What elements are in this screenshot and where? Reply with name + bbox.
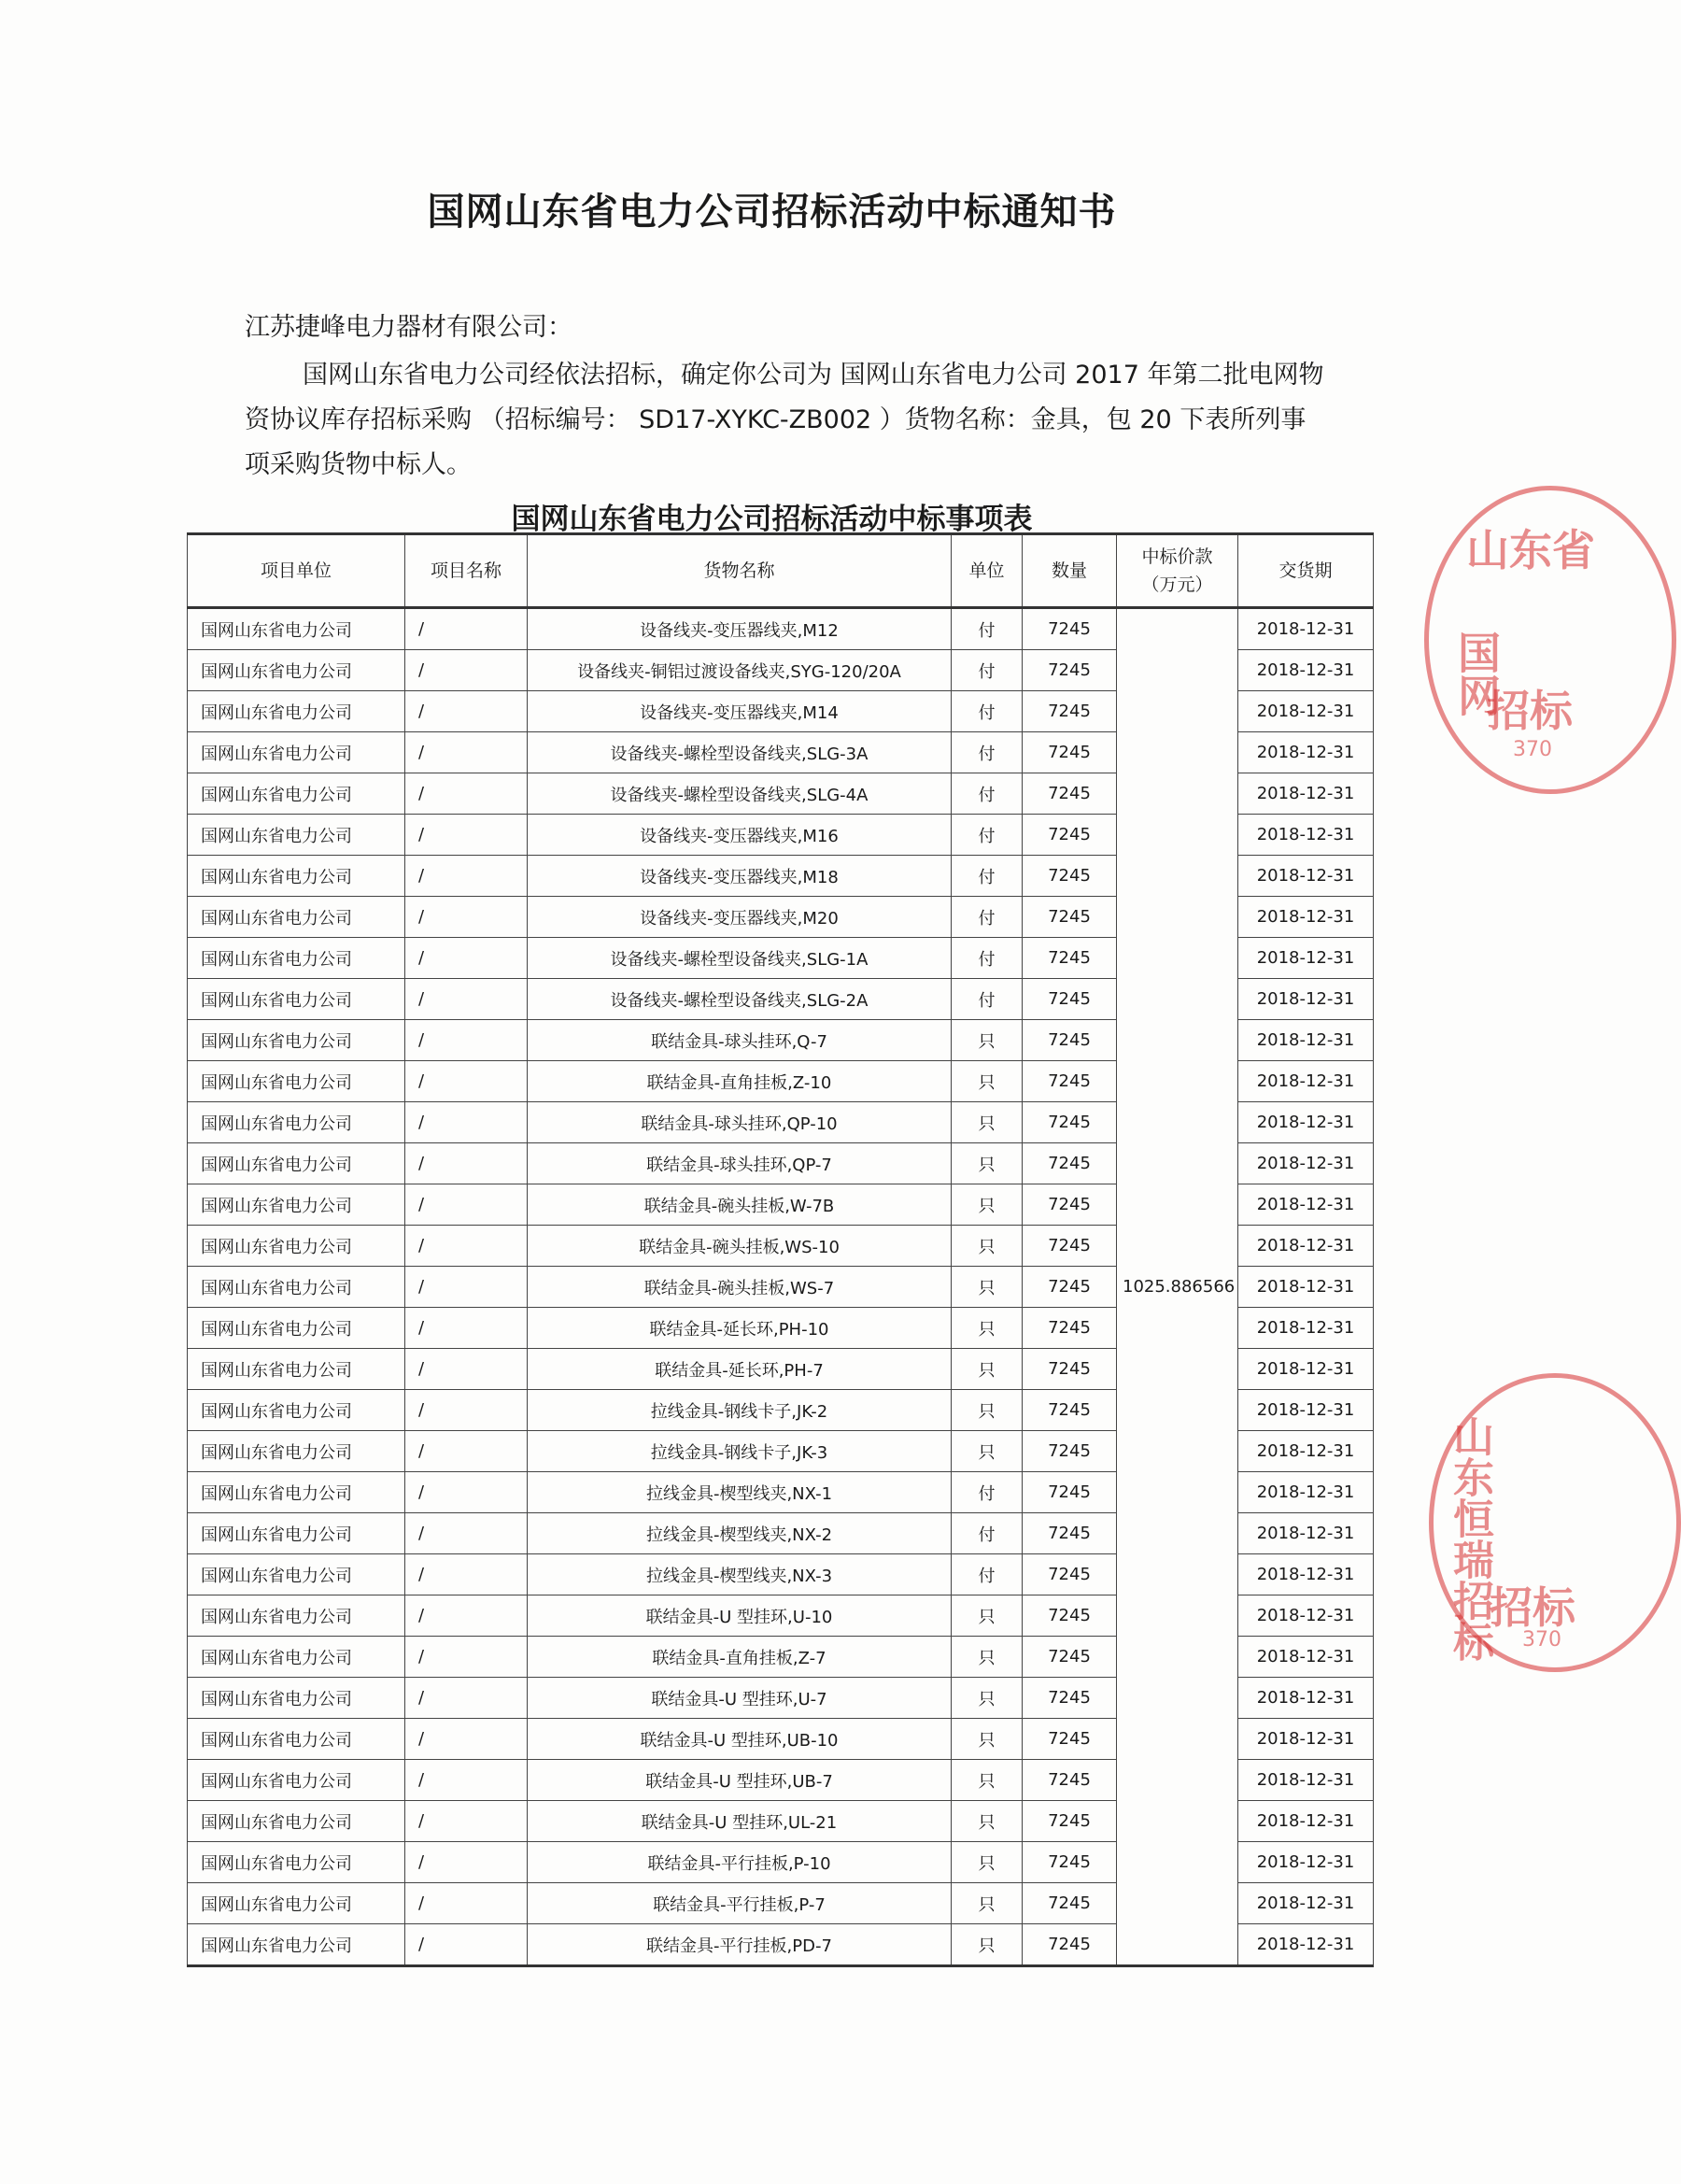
- cell-delivery-date: 2018-12-31: [1238, 856, 1374, 897]
- cell-project-unit: 国网山东省电力公司: [188, 1308, 405, 1349]
- cell-quantity: 7245: [1023, 773, 1117, 815]
- cell-project-name: /: [405, 1595, 528, 1637]
- cell-project-name: /: [405, 1678, 528, 1719]
- cell-project-unit: 国网山东省电力公司: [188, 1719, 405, 1760]
- cell-project-unit: 国网山东省电力公司: [188, 856, 405, 897]
- cell-project-name: /: [405, 1143, 528, 1184]
- cell-quantity: 7245: [1023, 732, 1117, 773]
- cell-project-unit: 国网山东省电力公司: [188, 815, 405, 856]
- cell-project-unit: 国网山东省电力公司: [188, 1390, 405, 1431]
- cell-project-name: /: [405, 938, 528, 979]
- cell-goods-name: 联结金具-球头挂环,QP-10: [528, 1102, 952, 1143]
- cell-project-name: /: [405, 691, 528, 732]
- cell-project-name: /: [405, 1390, 528, 1431]
- header-goods: 货物名称: [528, 534, 952, 608]
- cell-uom: 只: [952, 1184, 1023, 1226]
- header-price-line1: 中标价款: [1141, 546, 1213, 567]
- cell-goods-name: 联结金具-碗头挂板,WS-7: [528, 1267, 952, 1308]
- cell-goods-name: 设备线夹-变压器线夹,M12: [528, 608, 952, 650]
- cell-delivery-date: 2018-12-31: [1238, 1308, 1374, 1349]
- cell-project-name: /: [405, 1267, 528, 1308]
- cell-project-unit: 国网山东省电力公司: [188, 1883, 405, 1924]
- cell-project-unit: 国网山东省电力公司: [188, 938, 405, 979]
- cell-project-name: /: [405, 856, 528, 897]
- cell-quantity: 7245: [1023, 1883, 1117, 1924]
- cell-goods-name: 设备线夹-变压器线夹,M16: [528, 815, 952, 856]
- cell-quantity: 7245: [1023, 1513, 1117, 1554]
- cell-project-name: /: [405, 1472, 528, 1513]
- cell-quantity: 7245: [1023, 1554, 1117, 1595]
- table-header-row: [188, 534, 1374, 608]
- table-title: 国网山东省电力公司招标活动中标事项表: [511, 503, 1033, 536]
- cell-quantity: 7245: [1023, 856, 1117, 897]
- cell-project-name: /: [405, 815, 528, 856]
- cell-goods-name: 拉线金具-楔型线夹,NX-3: [528, 1554, 952, 1595]
- cell-delivery-date: 2018-12-31: [1238, 1267, 1374, 1308]
- cell-project-unit: 国网山东省电力公司: [188, 1801, 405, 1842]
- cell-goods-name: 联结金具-直角挂板,Z-10: [528, 1061, 952, 1102]
- cell-project-unit: 国网山东省电力公司: [188, 1020, 405, 1061]
- cell-delivery-date: 2018-12-31: [1238, 1678, 1374, 1719]
- cell-delivery-date: 2018-12-31: [1238, 1842, 1374, 1883]
- cell-uom: 只: [952, 1678, 1023, 1719]
- cell-quantity: 7245: [1023, 1760, 1117, 1801]
- cell-quantity: 7245: [1023, 938, 1117, 979]
- addressee: 江苏捷峰电力器材有限公司：: [245, 313, 572, 342]
- header-price: [1117, 534, 1238, 608]
- cell-uom: 只: [952, 1349, 1023, 1390]
- cell-uom: 只: [952, 1267, 1023, 1308]
- cell-uom: 只: [952, 1061, 1023, 1102]
- cell-quantity: 7245: [1023, 1801, 1117, 1842]
- seal-stamp: [1429, 1373, 1681, 1672]
- cell-quantity: 7245: [1023, 1719, 1117, 1760]
- stamp-text: 招标: [1490, 1582, 1575, 1633]
- cell-goods-name: 设备线夹-螺栓型设备线夹,SLG-3A: [528, 732, 952, 773]
- cell-project-unit: 国网山东省电力公司: [188, 1431, 405, 1472]
- cell-uom: 付: [952, 773, 1023, 815]
- cell-goods-name: 设备线夹-变压器线夹,M20: [528, 897, 952, 938]
- cell-delivery-date: 2018-12-31: [1238, 1801, 1374, 1842]
- cell-project-unit: 国网山东省电力公司: [188, 1637, 405, 1678]
- header-qty: 数量: [1023, 534, 1117, 608]
- cell-goods-name: 联结金具-直角挂板,Z-7: [528, 1637, 952, 1678]
- cell-quantity: 7245: [1023, 1637, 1117, 1678]
- cell-project-unit: 国网山东省电力公司: [188, 1102, 405, 1143]
- cell-project-name: /: [405, 1184, 528, 1226]
- cell-uom: 付: [952, 979, 1023, 1020]
- cell-project-unit: 国网山东省电力公司: [188, 1595, 405, 1637]
- cell-goods-name: 设备线夹-变压器线夹,M18: [528, 856, 952, 897]
- cell-delivery-date: 2018-12-31: [1238, 1143, 1374, 1184]
- cell-project-unit: 国网山东省电力公司: [188, 1226, 405, 1267]
- cell-goods-name: 联结金具-延长环,PH-10: [528, 1308, 952, 1349]
- cell-uom: 付: [952, 691, 1023, 732]
- cell-project-name: /: [405, 1431, 528, 1472]
- header-uom: 单位: [952, 534, 1023, 608]
- stamp-number: 370: [1522, 1628, 1561, 1652]
- cell-goods-name: 设备线夹-螺栓型设备线夹,SLG-4A: [528, 773, 952, 815]
- cell-quantity: 7245: [1023, 1349, 1117, 1390]
- cell-goods-name: 设备线夹-铜铝过渡设备线夹,SYG-120/20A: [528, 650, 952, 691]
- cell-project-unit: 国网山东省电力公司: [188, 897, 405, 938]
- cell-project-name: /: [405, 1308, 528, 1349]
- header-project: 项目名称: [405, 534, 528, 608]
- cell-uom: 付: [952, 650, 1023, 691]
- cell-project-name: /: [405, 1513, 528, 1554]
- award-table: [187, 532, 1374, 1967]
- cell-uom: 只: [952, 1760, 1023, 1801]
- cell-project-unit: 国网山东省电力公司: [188, 1184, 405, 1226]
- cell-project-unit: 国网山东省电力公司: [188, 1554, 405, 1595]
- cell-project-name: /: [405, 1226, 528, 1267]
- cell-project-unit: 国网山东省电力公司: [188, 1842, 405, 1883]
- cell-quantity: 7245: [1023, 1020, 1117, 1061]
- cell-delivery-date: 2018-12-31: [1238, 650, 1374, 691]
- cell-goods-name: 联结金具-平行挂板,P-10: [528, 1842, 952, 1883]
- cell-project-name: /: [405, 1883, 528, 1924]
- cell-uom: 只: [952, 1390, 1023, 1431]
- cell-uom: 只: [952, 1226, 1023, 1267]
- cell-project-name: /: [405, 1924, 528, 1966]
- cell-goods-name: 联结金具-碗头挂板,W-7B: [528, 1184, 952, 1226]
- cell-delivery-date: 2018-12-31: [1238, 979, 1374, 1020]
- cell-delivery-date: 2018-12-31: [1238, 1061, 1374, 1102]
- cell-quantity: 7245: [1023, 1431, 1117, 1472]
- cell-project-unit: 国网山东省电力公司: [188, 1472, 405, 1513]
- cell-quantity: 7245: [1023, 1143, 1117, 1184]
- cell-project-name: /: [405, 1719, 528, 1760]
- cell-project-unit: 国网山东省电力公司: [188, 1349, 405, 1390]
- cell-project-unit: 国网山东省电力公司: [188, 1513, 405, 1554]
- cell-goods-name: 联结金具-碗头挂板,WS-10: [528, 1226, 952, 1267]
- cell-project-unit: 国网山东省电力公司: [188, 1924, 405, 1966]
- cell-project-unit: 国网山东省电力公司: [188, 979, 405, 1020]
- cell-delivery-date: 2018-12-31: [1238, 897, 1374, 938]
- cell-delivery-date: 2018-12-31: [1238, 608, 1374, 650]
- cell-uom: 付: [952, 1513, 1023, 1554]
- cell-uom: 只: [952, 1719, 1023, 1760]
- cell-delivery-date: 2018-12-31: [1238, 1226, 1374, 1267]
- cell-project-name: /: [405, 1102, 528, 1143]
- cell-uom: 只: [952, 1924, 1023, 1966]
- cell-goods-name: 联结金具-平行挂板,P-7: [528, 1883, 952, 1924]
- header-date: 交货期: [1238, 534, 1374, 608]
- cell-goods-name: 联结金具-球头挂环,QP-7: [528, 1143, 952, 1184]
- document-title: 国网山东省电力公司招标活动中标通知书: [427, 191, 1117, 234]
- cell-delivery-date: 2018-12-31: [1238, 1184, 1374, 1226]
- cell-goods-name: 拉线金具-楔型线夹,NX-2: [528, 1513, 952, 1554]
- cell-project-unit: 国网山东省电力公司: [188, 1061, 405, 1102]
- cell-project-name: /: [405, 979, 528, 1020]
- header-price-line2: （万元）: [1141, 574, 1213, 595]
- cell-project-name: /: [405, 732, 528, 773]
- cell-bid-price: 1025.886566: [1117, 608, 1238, 1966]
- cell-goods-name: 联结金具-延长环,PH-7: [528, 1349, 952, 1390]
- cell-uom: 付: [952, 1472, 1023, 1513]
- cell-uom: 只: [952, 1102, 1023, 1143]
- cell-delivery-date: 2018-12-31: [1238, 1760, 1374, 1801]
- cell-delivery-date: 2018-12-31: [1238, 1719, 1374, 1760]
- cell-delivery-date: 2018-12-31: [1238, 732, 1374, 773]
- cell-quantity: 7245: [1023, 608, 1117, 650]
- cell-project-name: /: [405, 1801, 528, 1842]
- cell-uom: 付: [952, 938, 1023, 979]
- cell-quantity: 7245: [1023, 1595, 1117, 1637]
- cell-quantity: 7245: [1023, 815, 1117, 856]
- table-body: [188, 608, 1374, 1966]
- cell-uom: 付: [952, 1554, 1023, 1595]
- stamp-text: 山东省: [1466, 525, 1595, 575]
- cell-project-name: /: [405, 1760, 528, 1801]
- cell-project-name: /: [405, 608, 528, 650]
- stamp-number: 370: [1513, 738, 1552, 761]
- cell-delivery-date: 2018-12-31: [1238, 1883, 1374, 1924]
- cell-quantity: 7245: [1023, 1184, 1117, 1226]
- cell-project-name: /: [405, 773, 528, 815]
- cell-goods-name: 拉线金具-钢线卡子,JK-3: [528, 1431, 952, 1472]
- cell-project-name: /: [405, 1349, 528, 1390]
- seal-stamp: [1424, 486, 1676, 794]
- cell-delivery-date: 2018-12-31: [1238, 691, 1374, 732]
- cell-delivery-date: 2018-12-31: [1238, 938, 1374, 979]
- cell-uom: 只: [952, 1842, 1023, 1883]
- cell-quantity: 7245: [1023, 1472, 1117, 1513]
- cell-uom: 付: [952, 897, 1023, 938]
- cell-project-unit: 国网山东省电力公司: [188, 1143, 405, 1184]
- cell-quantity: 7245: [1023, 1226, 1117, 1267]
- cell-delivery-date: 2018-12-31: [1238, 1431, 1374, 1472]
- cell-uom: 只: [952, 1308, 1023, 1349]
- cell-goods-name: 联结金具-U 型挂环,U-7: [528, 1678, 952, 1719]
- cell-project-name: /: [405, 1020, 528, 1061]
- cell-project-unit: 国网山东省电力公司: [188, 732, 405, 773]
- cell-uom: 只: [952, 1143, 1023, 1184]
- cell-goods-name: 设备线夹-螺栓型设备线夹,SLG-2A: [528, 979, 952, 1020]
- cell-delivery-date: 2018-12-31: [1238, 1924, 1374, 1966]
- cell-project-unit: 国网山东省电力公司: [188, 691, 405, 732]
- cell-project-unit: 国网山东省电力公司: [188, 650, 405, 691]
- cell-project-name: /: [405, 1554, 528, 1595]
- cell-delivery-date: 2018-12-31: [1238, 1020, 1374, 1061]
- cell-uom: 只: [952, 1431, 1023, 1472]
- cell-project-unit: 国网山东省电力公司: [188, 1760, 405, 1801]
- cell-delivery-date: 2018-12-31: [1238, 815, 1374, 856]
- cell-delivery-date: 2018-12-31: [1238, 1102, 1374, 1143]
- cell-delivery-date: 2018-12-31: [1238, 1554, 1374, 1595]
- cell-quantity: 7245: [1023, 979, 1117, 1020]
- cell-goods-name: 联结金具-球头挂环,Q-7: [528, 1020, 952, 1061]
- cell-project-name: /: [405, 1842, 528, 1883]
- cell-quantity: 7245: [1023, 1267, 1117, 1308]
- stamp-text: 山东恒瑞招标: [1446, 1415, 1493, 1662]
- cell-quantity: 7245: [1023, 1061, 1117, 1102]
- cell-project-unit: 国网山东省电力公司: [188, 608, 405, 650]
- cell-goods-name: 联结金具-U 型挂环,U-10: [528, 1595, 952, 1637]
- cell-project-unit: 国网山东省电力公司: [188, 773, 405, 815]
- cell-goods-name: 联结金具-U 型挂环,UL-21: [528, 1801, 952, 1842]
- cell-delivery-date: 2018-12-31: [1238, 1595, 1374, 1637]
- cell-uom: 付: [952, 608, 1023, 650]
- cell-uom: 只: [952, 1020, 1023, 1061]
- cell-project-name: /: [405, 1637, 528, 1678]
- cell-delivery-date: 2018-12-31: [1238, 1472, 1374, 1513]
- cell-delivery-date: 2018-12-31: [1238, 1513, 1374, 1554]
- cell-uom: 只: [952, 1883, 1023, 1924]
- stamp-text: 国网: [1451, 631, 1502, 716]
- cell-project-name: /: [405, 1061, 528, 1102]
- cell-quantity: 7245: [1023, 1308, 1117, 1349]
- cell-uom: 付: [952, 815, 1023, 856]
- cell-quantity: 7245: [1023, 1842, 1117, 1883]
- notice-body: 国网山东省电力公司经依法招标，确定你公司为 国网山东省电力公司 2017 年第二批电网物资协议库存招标采购 （招标编号： SD17-XYKC-ZB002 ）货物名称：金具，包 20 下表所列事项采购货物中标人。: [245, 361, 1324, 479]
- cell-delivery-date: 2018-12-31: [1238, 1349, 1374, 1390]
- cell-quantity: 7245: [1023, 1390, 1117, 1431]
- cell-uom: 付: [952, 732, 1023, 773]
- stamp-text: 招标: [1487, 686, 1573, 736]
- cell-quantity: 7245: [1023, 897, 1117, 938]
- header-unit: 项目单位: [188, 534, 405, 608]
- cell-project-name: /: [405, 650, 528, 691]
- cell-project-name: /: [405, 897, 528, 938]
- cell-uom: 只: [952, 1595, 1023, 1637]
- cell-goods-name: 联结金具-平行挂板,PD-7: [528, 1924, 952, 1966]
- cell-goods-name: 设备线夹-螺栓型设备线夹,SLG-1A: [528, 938, 952, 979]
- table-row: [188, 608, 1374, 650]
- cell-quantity: 7245: [1023, 1102, 1117, 1143]
- cell-goods-name: 联结金具-U 型挂环,UB-7: [528, 1760, 952, 1801]
- cell-delivery-date: 2018-12-31: [1238, 773, 1374, 815]
- cell-goods-name: 设备线夹-变压器线夹,M14: [528, 691, 952, 732]
- cell-goods-name: 拉线金具-钢线卡子,JK-2: [528, 1390, 952, 1431]
- cell-uom: 只: [952, 1801, 1023, 1842]
- cell-uom: 付: [952, 856, 1023, 897]
- cell-delivery-date: 2018-12-31: [1238, 1390, 1374, 1431]
- cell-goods-name: 联结金具-U 型挂环,UB-10: [528, 1719, 952, 1760]
- cell-quantity: 7245: [1023, 691, 1117, 732]
- cell-goods-name: 拉线金具-楔型线夹,NX-1: [528, 1472, 952, 1513]
- cell-delivery-date: 2018-12-31: [1238, 1637, 1374, 1678]
- cell-quantity: 7245: [1023, 1924, 1117, 1966]
- cell-project-unit: 国网山东省电力公司: [188, 1678, 405, 1719]
- cell-quantity: 7245: [1023, 1678, 1117, 1719]
- cell-uom: 只: [952, 1637, 1023, 1678]
- cell-project-unit: 国网山东省电力公司: [188, 1267, 405, 1308]
- cell-quantity: 7245: [1023, 650, 1117, 691]
